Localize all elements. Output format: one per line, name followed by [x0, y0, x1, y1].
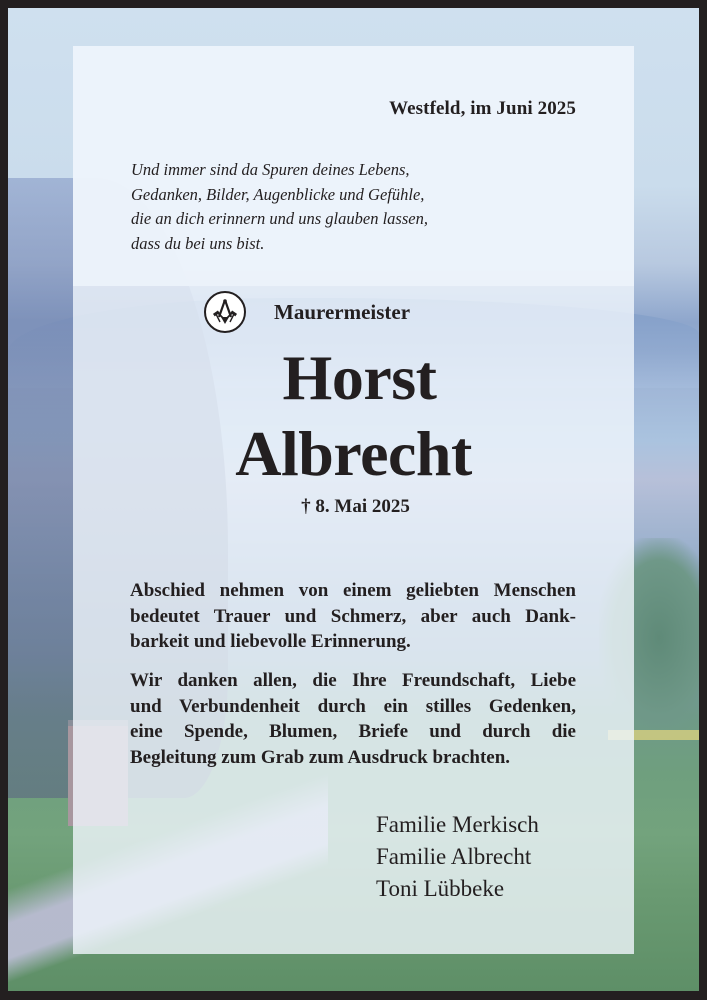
deceased-last-name: Albrecht	[235, 418, 472, 489]
paragraph-line: barkeit und liebevolle Erinnerung.	[130, 631, 411, 652]
signature-line: Familie Albrecht	[376, 844, 532, 869]
deceased-first-name: Horst	[282, 342, 437, 413]
death-date: † 8. Mai 2025	[301, 496, 410, 517]
signature-line: Toni Lübbeke	[376, 876, 505, 901]
signatures	[376, 809, 539, 905]
poem-line: dass du bei uns bist.	[131, 233, 265, 253]
poem-line: Gedanken, Bilder, Augenblicke und Gefühle,	[131, 184, 425, 204]
paragraph-line: bedeutet Trauer und Schmerz, aber auch Dank-	[130, 605, 576, 627]
place-and-date: Westfeld, im Juni 2025	[389, 98, 576, 119]
paragraph-line: Begleitung zum Grab zum Ausdruck brachten.	[130, 746, 511, 768]
poem-line: Und immer sind da Spuren deines Lebens,	[131, 160, 410, 179]
thanks-paragraph	[130, 668, 576, 770]
obituary-content	[73, 46, 634, 954]
profession-title: Maurermeister	[274, 299, 411, 324]
paragraph-line: Wir danken allen, die Ihre Freundschaft, Liebe	[130, 670, 576, 691]
paragraph-line: Abschied nehmen von einem geliebten Menschen	[130, 580, 576, 601]
paragraph-line: eine Spende, Blumen, Briefe und durch die	[130, 721, 576, 742]
mason-guild-emblem-icon	[204, 291, 246, 333]
profession-row	[204, 291, 410, 333]
memorial-poem	[131, 158, 428, 256]
poem-line: die an dich erinnern und uns glauben lassen,	[131, 209, 428, 228]
farewell-paragraph	[130, 578, 576, 655]
signature-line: Familie Merkisch	[376, 812, 539, 837]
paragraph-line: und Verbundenheit durch ein stilles Gedenken,	[130, 695, 576, 717]
